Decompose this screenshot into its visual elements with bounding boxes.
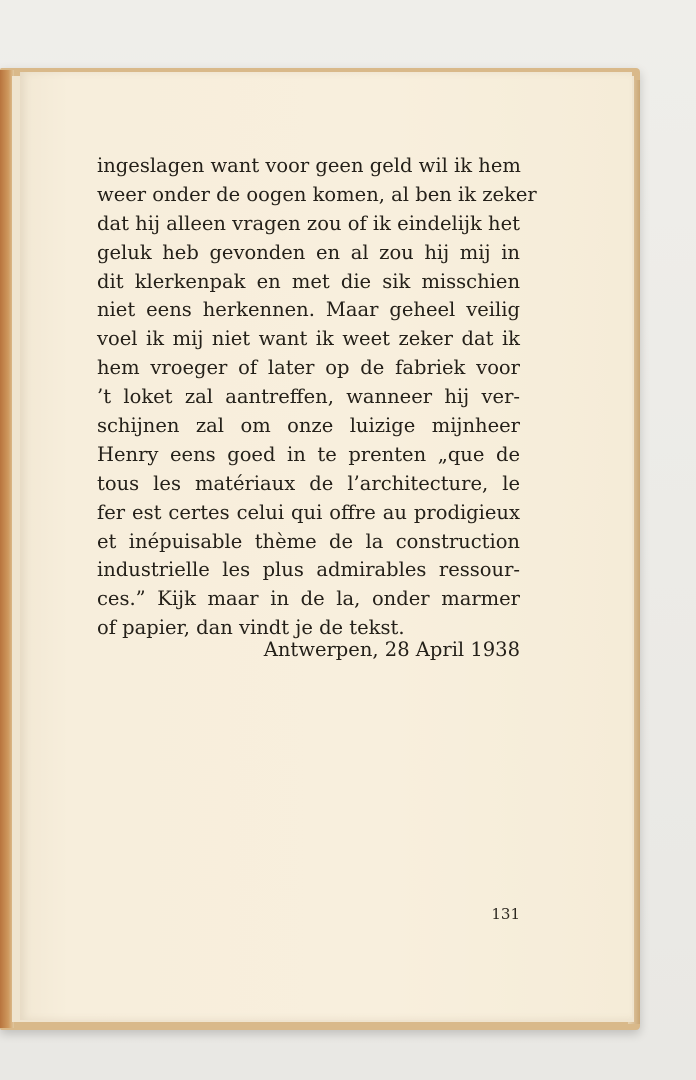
page-number: 131 [491,905,520,923]
text-line: dat hij alleen vragen zou of ik eindelijk het [97,211,520,235]
text-line: hem vroeger of later op de fabriek voor [97,356,520,380]
place-date-signature: Antwerpen, 28 April 1938 [263,638,520,661]
text-line: fer est certes celui qui offre au prodigieux [97,500,520,524]
text-line: industrielle les plus admirables ressour- [97,558,520,582]
text-line: et inépuisable thème de la construction [97,529,520,553]
text-line: tous les matériaux de l’architecture, le [97,471,520,495]
text-line: ces.” Kijk maar in de la, onder marmer [97,587,520,611]
text-line: geluk heb gevonden en al zou hij mij in [97,240,520,264]
text-line: weer onder de oogen komen, al ben ik zeker [97,182,537,206]
text-line: Henry eens goed in te prenten „que de [97,442,520,466]
body-text [97,152,537,643]
text-line: of papier, dan vindt je de tekst. [97,616,405,640]
text-line: ingeslagen want voor geen geld wil ik hem [97,154,521,177]
text-line: voel ik mij niet want ik weet zeker dat ik [97,327,520,351]
text-line: niet eens herkennen. Maar geheel veilig [97,298,520,322]
text-line: dit klerkenpak en met die sik misschien [97,269,520,293]
text-line: ’t loket zal aantreffen, wanneer hij ver- [97,385,520,409]
text-line: schijnen zal om onze luizige mijnheer [97,414,520,438]
